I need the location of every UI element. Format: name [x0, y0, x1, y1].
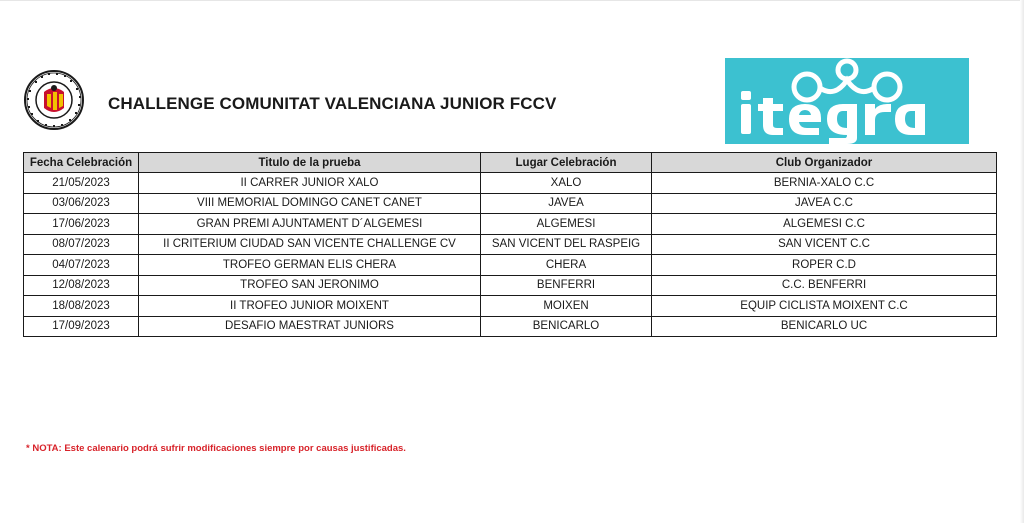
column-header-club: Club Organizador	[652, 153, 997, 173]
calendar-table	[23, 152, 997, 337]
itegra-logo	[725, 58, 969, 144]
cell-club: ROPER C.D	[652, 255, 997, 276]
cell-race-title: VIII MEMORIAL DOMINGO CANET CANET	[139, 193, 481, 214]
cell-venue: MOIXEN	[481, 296, 652, 317]
cell-venue: CHERA	[481, 255, 652, 276]
cell-club: JAVEA C.C	[652, 193, 997, 214]
table-row	[24, 296, 997, 317]
table-header-row	[24, 153, 997, 173]
cell-venue: ALGEMESI	[481, 214, 652, 235]
page-top-border	[0, 0, 1024, 1]
cell-date: 21/05/2023	[24, 173, 139, 194]
cell-date: 12/08/2023	[24, 275, 139, 296]
cell-date: 08/07/2023	[24, 234, 139, 255]
cell-club: ALGEMESI C.C	[652, 214, 997, 235]
cell-venue: JAVEA	[481, 193, 652, 214]
table-row	[24, 316, 997, 337]
page-right-shadow	[1020, 0, 1024, 523]
cell-venue: BENICARLO	[481, 316, 652, 337]
cell-date: 04/07/2023	[24, 255, 139, 276]
cell-race-title: II CRITERIUM CIUDAD SAN VICENTE CHALLENGE CV	[139, 234, 481, 255]
cell-venue: SAN VICENT DEL RASPEIG	[481, 234, 652, 255]
cell-date: 17/06/2023	[24, 214, 139, 235]
table-row	[24, 234, 997, 255]
cell-date: 18/08/2023	[24, 296, 139, 317]
cell-race-title: II CARRER JUNIOR XALO	[139, 173, 481, 194]
table-row	[24, 193, 997, 214]
cell-club: BENICARLO UC	[652, 316, 997, 337]
cell-race-title: TROFEO SAN JERONIMO	[139, 275, 481, 296]
cell-club: C.C. BENFERRI	[652, 275, 997, 296]
table-row	[24, 173, 997, 194]
cell-venue: XALO	[481, 173, 652, 194]
cell-date: 03/06/2023	[24, 193, 139, 214]
table-row	[24, 214, 997, 235]
cell-race-title: GRAN PREMI AJUNTAMENT D´ALGEMESI	[139, 214, 481, 235]
column-header-venue: Lugar Celebración	[481, 153, 652, 173]
cell-race-title: II TROFEO JUNIOR MOIXENT	[139, 296, 481, 317]
document-title: CHALLENGE COMUNITAT VALENCIANA JUNIOR FCCV	[108, 94, 557, 113]
cell-date: 17/09/2023	[24, 316, 139, 337]
federation-emblem-logo	[23, 70, 85, 130]
table-row	[24, 275, 997, 296]
footnote: * NOTA: Este calenario podrá sufrir modificaciones siempre por causas justificadas.	[26, 443, 406, 454]
cell-race-title: TROFEO GERMAN ELIS CHERA	[139, 255, 481, 276]
cell-race-title: DESAFIO MAESTRAT JUNIORS	[139, 316, 481, 337]
cell-venue: BENFERRI	[481, 275, 652, 296]
table-row	[24, 255, 997, 276]
column-header-date: Fecha Celebración	[24, 153, 139, 173]
cell-club: SAN VICENT C.C	[652, 234, 997, 255]
cell-club: BERNIA-XALO C.C	[652, 173, 997, 194]
column-header-title: Titulo de la prueba	[139, 153, 481, 173]
cell-club: EQUIP CICLISTA MOIXENT C.C	[652, 296, 997, 317]
